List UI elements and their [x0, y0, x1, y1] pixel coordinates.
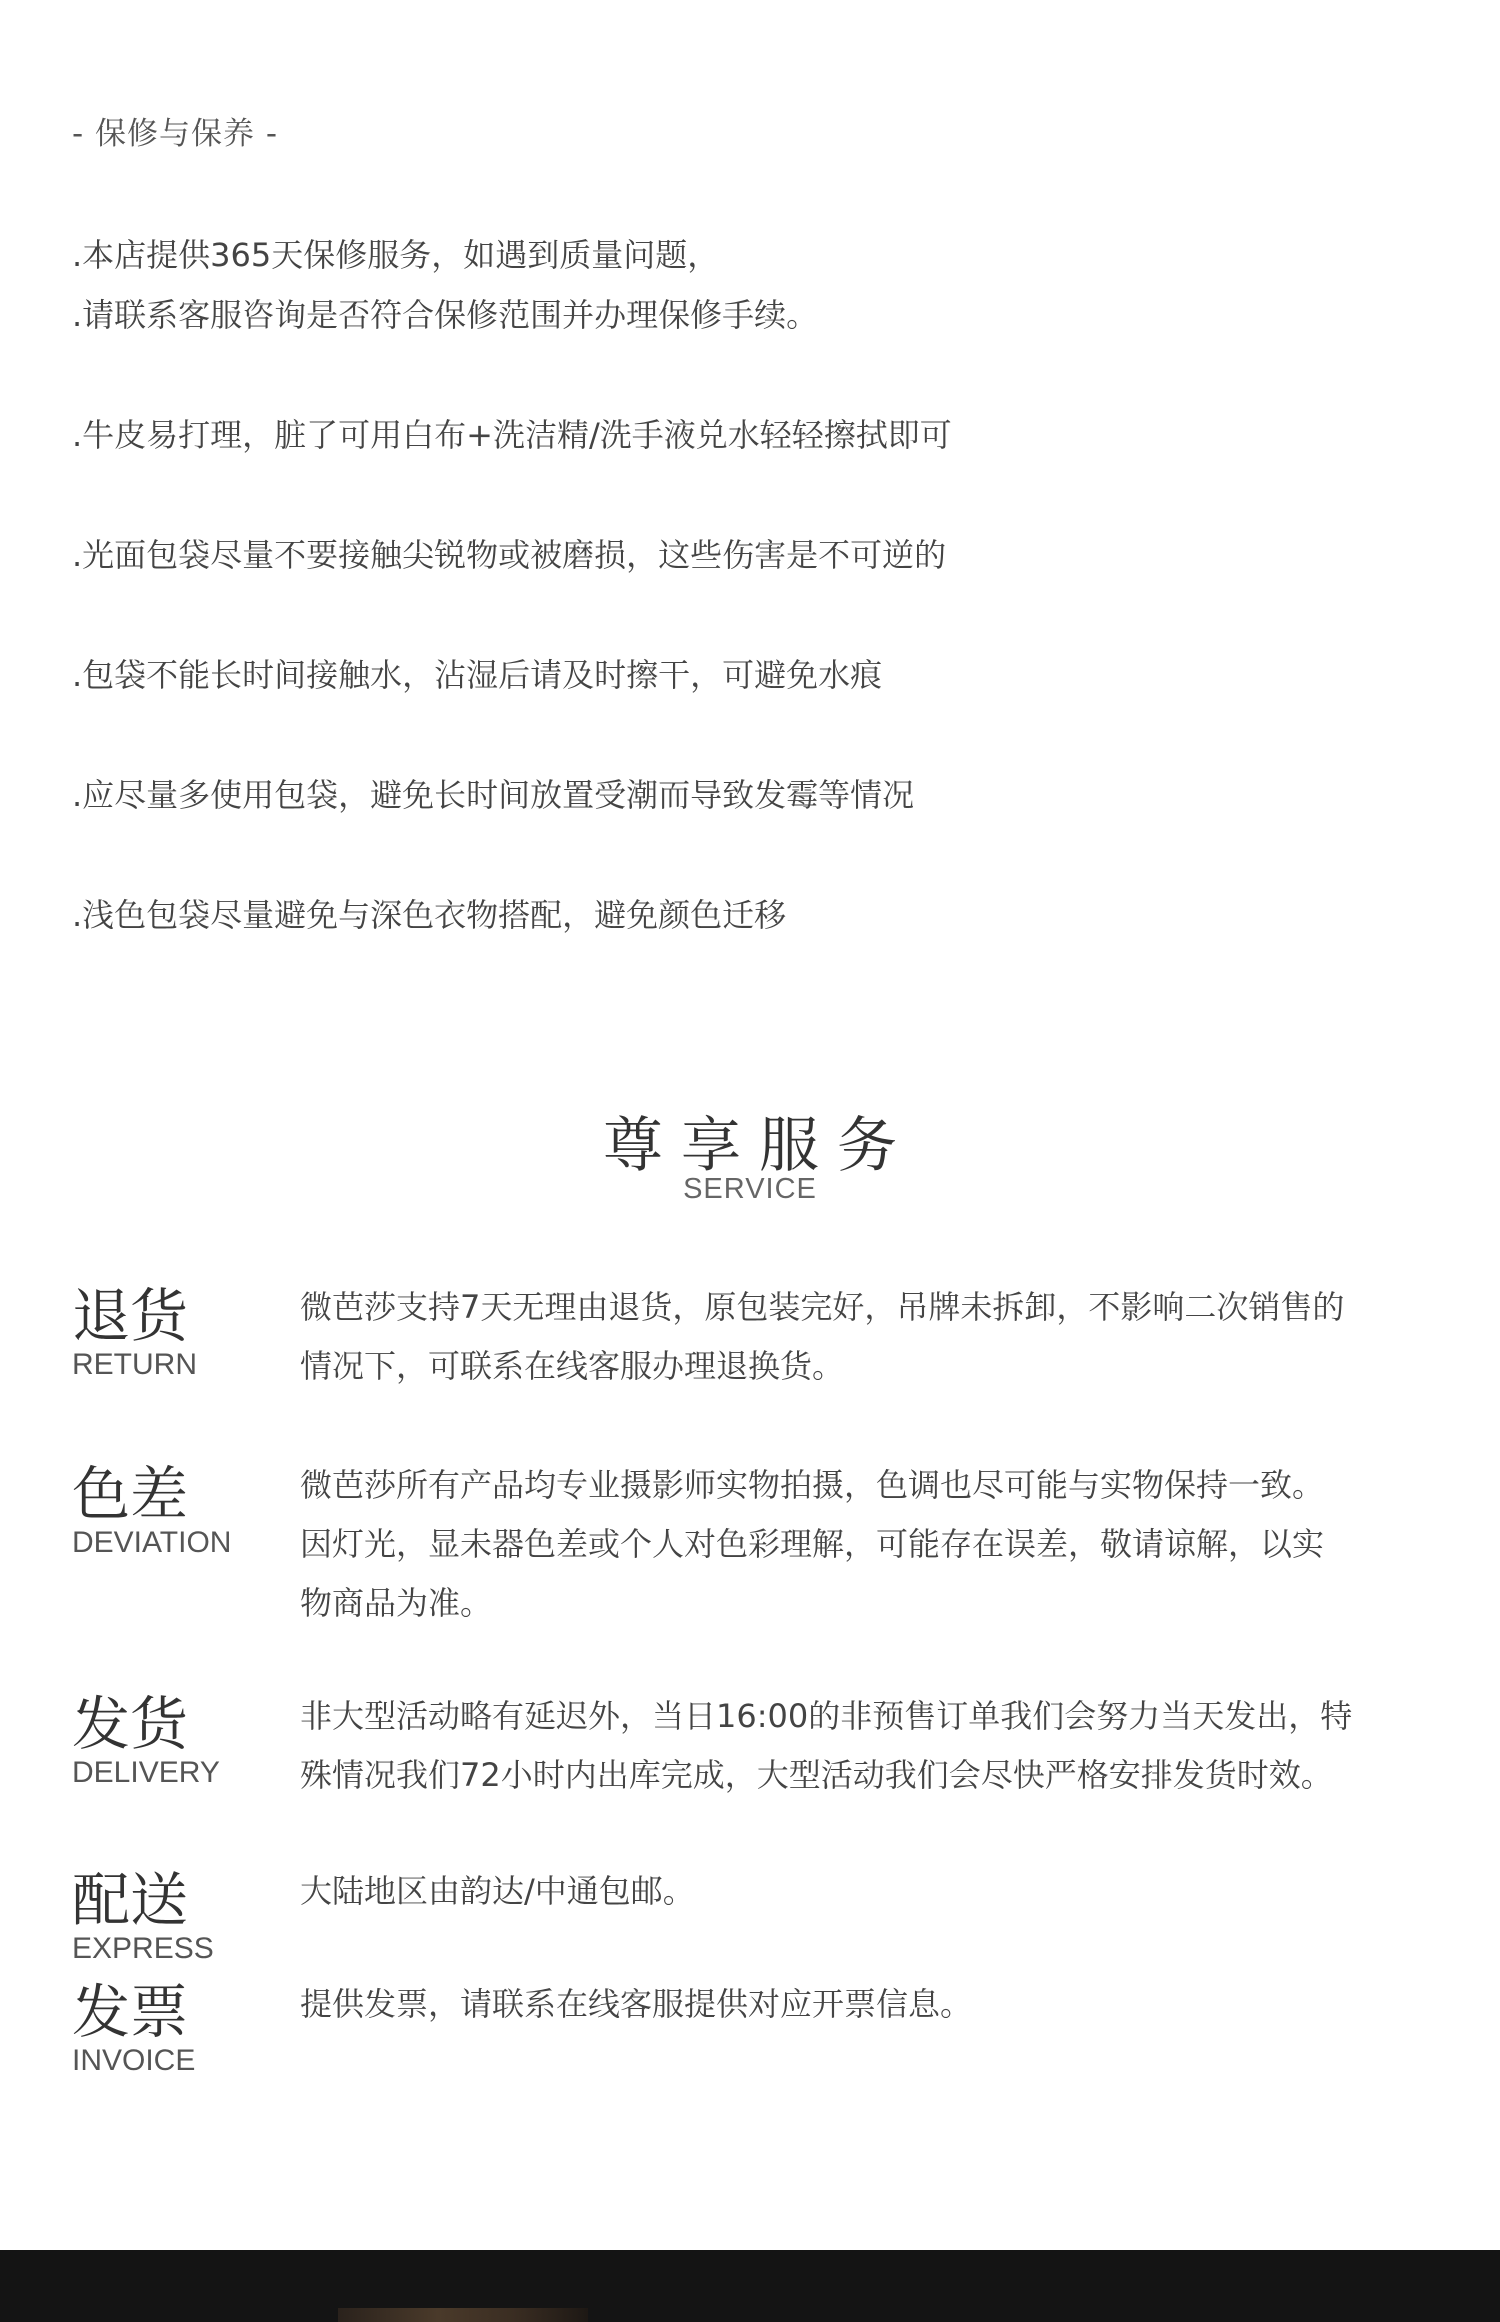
service-label-invoice: [72, 1980, 195, 2078]
service-text-line: 微芭莎所有产品均专业摄影师实物拍摄，色调也尽可能与实物保持一致。: [300, 1466, 1325, 1504]
service-text-line: 情况下，可联系在线客服办理退换货。: [300, 1347, 845, 1385]
care-line-contact: .请联系客服咨询是否符合保修范围并办理保修手续。: [72, 296, 819, 334]
care-line-water: .包袋不能长时间接触水，沾湿后请及时擦干，可避免水痕: [72, 656, 883, 694]
service-text-line: 因灯光，显未器色差或个人对色彩理解，可能存在误差，敬请谅解，以实: [300, 1525, 1325, 1563]
service-label-en: RETURN: [72, 1348, 197, 1381]
care-section-title: - 保修与保养 -: [72, 116, 279, 152]
service-label-return: [72, 1284, 197, 1382]
service-label-en: EXPRESS: [72, 1932, 214, 1965]
service-label-cn: 色差: [72, 1460, 189, 1528]
service-label-cn: 退货: [72, 1282, 189, 1350]
banner-image-strip: [338, 2308, 588, 2322]
service-text-line: 非大型活动略有延迟外，当日16:00的非预售订单我们会努力当天发出，特: [300, 1697, 1353, 1735]
service-label-en: INVOICE: [72, 2044, 196, 2077]
care-line-color-transfer: .浅色包袋尽量避免与深色衣物搭配，避免颜色迁移: [72, 896, 787, 934]
service-label-deviation: [72, 1462, 231, 1560]
service-label-cn: 发票: [72, 1978, 189, 2046]
service-text-line: 物商品为准。: [300, 1584, 493, 1622]
service-text-line: 殊情况我们72小时内出库完成，大型活动我们会尽快严格安排发货时效。: [300, 1756, 1333, 1794]
service-text-line: 大陆地区由韵达/中通包邮。: [300, 1872, 695, 1910]
service-text-deviation: [300, 1456, 1440, 1633]
service-label-cn: 发货: [72, 1690, 189, 1758]
care-line-sharp-objects: .光面包袋尽量不要接触尖锐物或被磨损，这些伤害是不可逆的: [72, 536, 947, 574]
service-text-express: [300, 1862, 1440, 1921]
service-text-delivery: [300, 1687, 1440, 1805]
service-label-delivery: [72, 1692, 220, 1790]
care-line-leather-cleaning: .牛皮易打理，脏了可用白布+洗洁精/洗手液兑水轻轻擦拭即可: [72, 416, 952, 454]
service-heading: 尊享服务: [603, 1111, 915, 1181]
care-line-warranty: .本店提供365天保修服务，如遇到质量问题，: [72, 236, 720, 274]
bottom-dark-banner: [0, 2250, 1500, 2322]
service-label-en: DELIVERY: [72, 1756, 220, 1789]
care-line-moisture: .应尽量多使用包袋，避免长时间放置受潮而导致发霉等情况: [72, 776, 915, 814]
service-text-invoice: [300, 1975, 1440, 2034]
service-label-en: DEVIATION: [72, 1526, 232, 1559]
service-label-cn: 配送: [72, 1866, 189, 1934]
service-label-express: [72, 1868, 214, 1966]
service-subheading: SERVICE: [683, 1173, 817, 1205]
service-text-line: 微芭莎支持7天无理由退货，原包装完好，吊牌未拆卸，不影响二次销售的: [300, 1288, 1345, 1326]
service-text-line: 提供发票，请联系在线客服提供对应开票信息。: [300, 1985, 973, 2023]
service-text-return: [300, 1278, 1440, 1396]
